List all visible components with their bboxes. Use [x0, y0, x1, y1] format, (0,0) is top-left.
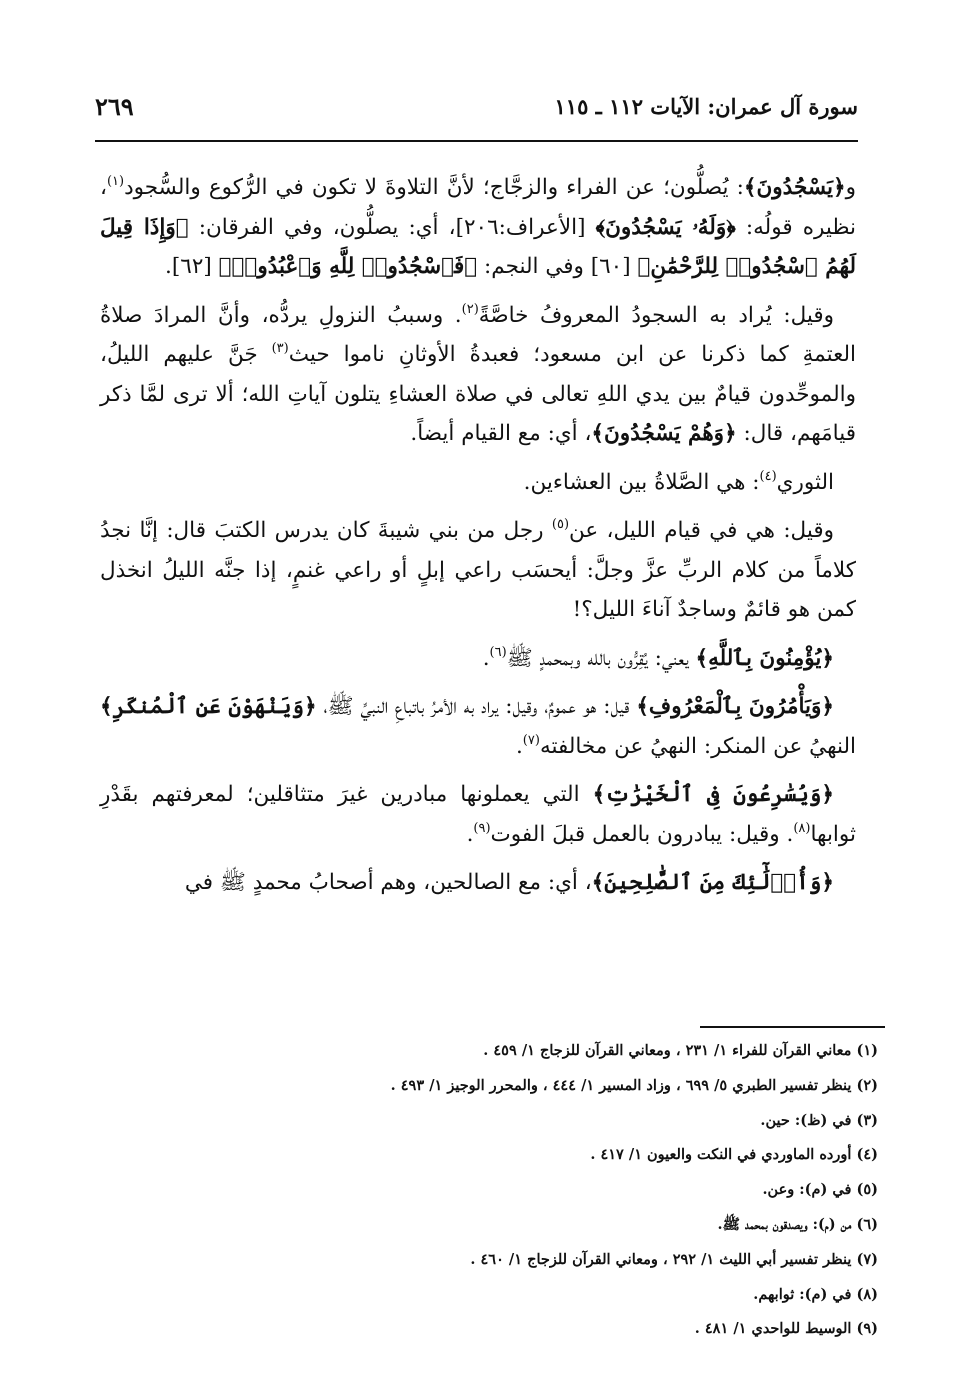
footnote: (٥) في (م): وعن. — [762, 1181, 878, 1199]
quran-quote: ﴿فَٱسْجُدُوا۟ لِلَّهِ وَٱعْبُدُوا۟﴾ — [218, 254, 478, 279]
text-segment: النهيُ عن المنكر: النهيُ عن مخالفته — [539, 733, 856, 759]
footnote-ref: (٤) — [759, 468, 777, 484]
footnote: (٩) الوسيط للواحدي ١/ ٤٨١ . — [694, 1320, 878, 1338]
paragraph — [100, 463, 856, 503]
paragraph — [100, 639, 856, 679]
footnote: (٦) من (م): ويصدقون بمحمد ﷺ. — [717, 1215, 878, 1233]
footnote-ref: (٩) — [473, 820, 491, 836]
quran-quote: ﴿وَأُو۟لَٰٓئِكَ مِنَ ٱلصَّٰلِحِينَ﴾ — [591, 870, 834, 895]
footnote-ref: (٦) — [489, 644, 507, 660]
quran-quote: ﴿يَسْجُدُونَ﴾ — [743, 175, 846, 200]
main-text — [100, 168, 856, 912]
text-segment: وقيل: يُراد به السجودُ المعروفُ خاصَّةً — [478, 302, 835, 328]
text-segment: . — [466, 821, 474, 847]
page-number: ٢٦٩ — [95, 92, 134, 121]
footnote-ref: (٨) — [793, 820, 811, 836]
text-segment: : هي الصَّلاةُ بين العشاءين. — [523, 469, 760, 495]
paragraph — [100, 511, 856, 630]
quran-quote: ﴿وَإِذَا قِيلَ لَهُمُ ٱسْجُدُوا۟ لِلرَّحْمَٰنِ﴾ — [100, 214, 856, 279]
text-segment: . — [482, 645, 490, 671]
footnote-ref: (١) — [106, 174, 125, 189]
footnote: (١) معاني القرآن للفراء ١/ ٢٣١ ، ومعاني القرآن للزجاج ١/ ٤٥٩ . — [483, 1042, 878, 1059]
footnote: (٢) ينظر تفسير الطبري ٥/ ٦٩٩ ، وزاد المسير ١/ ٤٤٤ ، والمحرر الوجيز ١/ ٤٩٣ . — [390, 1076, 878, 1094]
quran-quote: ﴿وَيَنْهَوْنَ عَنِ ٱلْمُنكَرِ﴾ — [100, 694, 317, 719]
page-header — [95, 88, 858, 142]
text-segment: [٦٢]. — [165, 254, 219, 279]
paragraph — [100, 687, 856, 766]
text-segment: رجل من بني شيبةَ كان يدرس الكتبَ قال: إنَّا نجدُ كلاماً من كلام الربِّ عزَّ وجلَّ: أيحسَب راعي إبلٍ أو راعي غنمٍ، إذا جنَّه الليلُ انخذل كمن هو قائمٌ وساجدٌ آناءَ الليل؟! — [100, 518, 856, 622]
paragraph — [100, 296, 856, 454]
footnote: (٤) أورده الماوردي في النكت والعيون ١/ ٤١٧ . — [590, 1146, 878, 1164]
text-segment: وقيل: هي في قيام الليل، عن — [569, 518, 834, 543]
footnote-separator — [700, 1026, 885, 1028]
footnote: (٧) ينظر تفسير أبي الليث ١/ ٢٩٢ ، ومعاني القرآن للزجاج ١/ ٤٦٠ . — [470, 1250, 878, 1268]
text-segment: قيل: هو عمومٌ، وقيل: يراد به الأمرُ باتباعِ النبيِّ ﷺ، — [316, 694, 637, 719]
quran-quote: ﴿وَهُمْ يَسْجُدُونَ﴾ — [591, 421, 737, 446]
text-segment: ، نظيره قولُه: — [100, 175, 856, 240]
text-segment: [الأعراف:٢٠٦]، أي: يصلُّون، وفي الفرقان: — [188, 214, 596, 240]
text-segment: و — [845, 175, 856, 200]
quran-quote: ﴿وَيَأْمُرُونَ بِٱلْمَعْرُوفِ﴾ — [636, 694, 834, 719]
footnote: (٣) في (ظ): حين. — [760, 1111, 878, 1129]
paragraph — [100, 775, 856, 854]
footnote-ref: (٧) — [522, 732, 540, 748]
footnote-ref: (٣) — [271, 341, 289, 356]
text-segment: . وسببُ النزولِ يردُّه، وأنَّ المرادَ صلاةُ العتمةِ كما ذكرنا عن ابن مسعود؛ فعبدةُ الأوثانِ ناموا حيث — [100, 302, 857, 367]
running-title: سورة آل عمران: الآيات ١١٢ ـ ١١٥ — [554, 94, 858, 119]
text-segment: جَنَّ عليهم الليلُ، والموحِّدون قيامٌ بين يدي اللهِ تعالى في صلاة العشاءِ يتلون آياتِ الله؛ ألا ترى لمَّا ذكر قيامَهم، قال: — [100, 342, 856, 446]
text-segment: يعني: يُقِرُّون بالله وبمحمدٍ ﷺ — [506, 645, 696, 671]
footnote-ref: (٢) — [461, 301, 479, 317]
quran-quote: ﴿يُؤْمِنُونَ بِٱللَّهِ﴾ — [695, 645, 834, 671]
footnote: (٨) في (م): ثوابهم. — [753, 1285, 878, 1303]
text-segment: التي يعملونها مبادرين غيرَ متثاقلين؛ لمعرفتهم بقَدْرِ ثوابها — [100, 782, 856, 847]
text-segment: الثوري — [776, 469, 834, 495]
quran-quote: ﴿وَلَهُۥ يَسْجُدُونَ﴾ — [595, 214, 736, 240]
footnote-ref: (٥) — [551, 517, 570, 532]
quran-quote: ﴿وَيُسَٰرِعُونَ فِى ٱلْخَيْرَٰتِ﴾ — [592, 782, 834, 807]
text-segment: . — [515, 733, 523, 759]
paragraph — [100, 168, 856, 287]
footnotes — [100, 1034, 878, 1347]
paragraph — [100, 863, 856, 903]
text-segment: ، أي: مع الصالحين، وهم أصحابُ محمدٍ ﷺ في — [184, 870, 592, 895]
text-segment: [٦٠] وفي النجم: — [477, 254, 638, 279]
text-segment: ، أي: مع القيام أيضاً. — [410, 421, 592, 446]
text-segment: : يُصلُّون؛ عن الفراء والزجَّاج؛ لأنَّ التلاوةَ لا تكون في الرُّكوع والسُّجود — [124, 175, 744, 200]
text-segment: . وقيل: يبادرون بالعمل قبلَ الفوت — [490, 821, 794, 847]
